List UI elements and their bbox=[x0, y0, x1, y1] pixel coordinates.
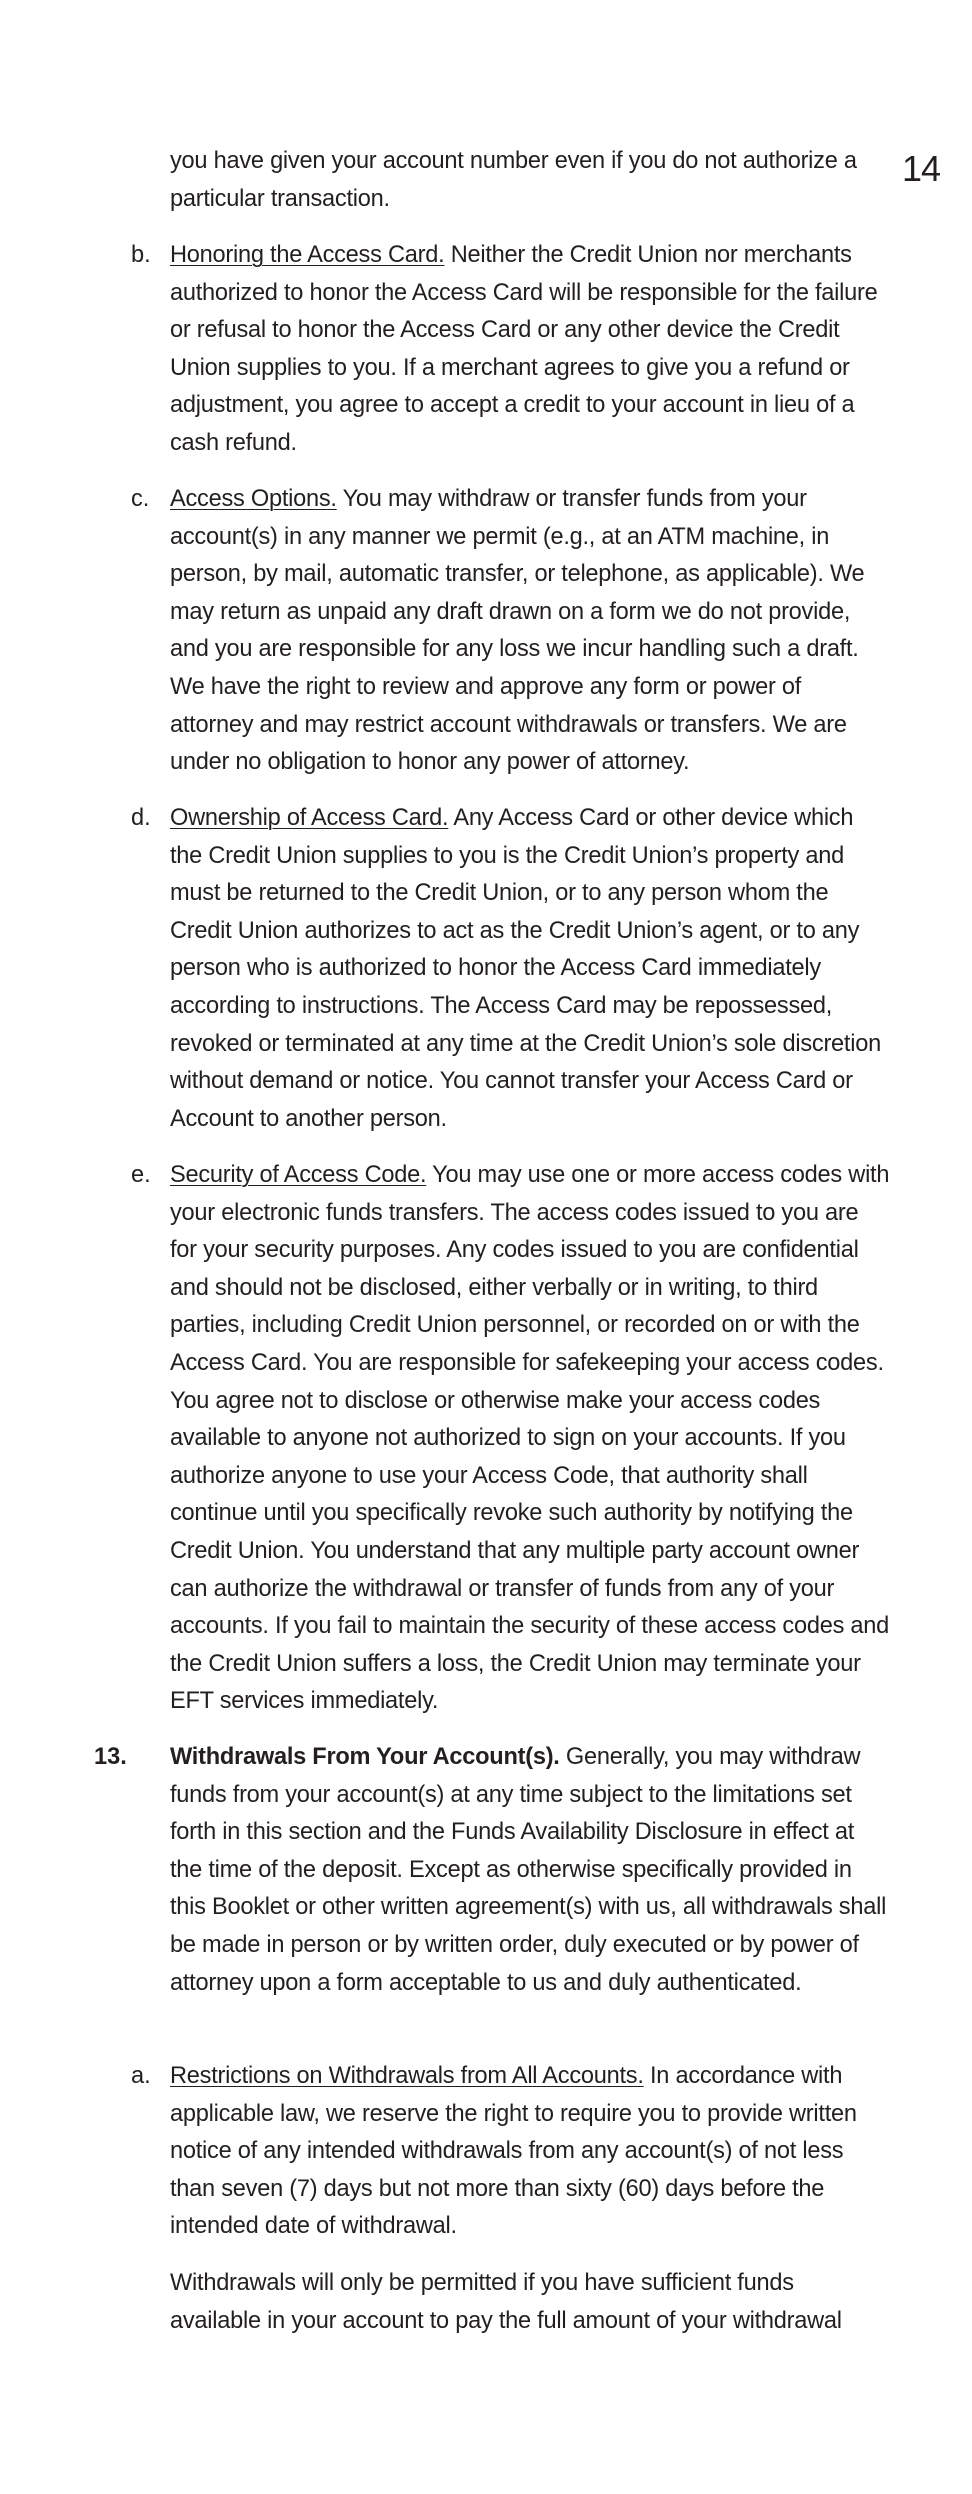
item-13a-heading: Restrictions on Withdrawals from All Accounts. bbox=[170, 2063, 644, 2089]
section-13-heading: Withdrawals From Your Account(s). bbox=[170, 1744, 560, 1770]
item-d-paragraph bbox=[170, 800, 890, 1138]
page-number: 14 bbox=[901, 148, 940, 189]
item-e-marker: e. bbox=[131, 1162, 151, 1188]
item-c-heading: Access Options. bbox=[170, 486, 337, 512]
item-d-body: Any Access Card or other device which the Credit Union supplies to you is the Credit Union’s property and must be returned to the Credit Union, or to any person whom the Credit Union authorizes to act as the Credit Union’s agent, or to any person who is authorized to honor the Access Card immediately according to instructions. The Access Card may be repossessed, revoked or terminated at any time at the Credit Union’s sole discretion without demand or notice. You cannot transfer your Access Card or Account to another person. bbox=[170, 805, 881, 1132]
item-b-body: Neither the Credit Union nor merchants authorized to honor the Access Card will be responsible for the failure or refusal to honor the Access Card or any other device the Credit Union supplies to you. If a merchant agrees to give you a refund or adjustment, you agree to accept a credit to your account in lieu of a cash refund. bbox=[170, 242, 878, 456]
section-13-paragraph bbox=[170, 1739, 890, 2002]
item-13a-paragraph bbox=[170, 2058, 890, 2246]
item-b-marker: b. bbox=[131, 242, 151, 268]
closing-paragraph: Withdrawals will only be permitted if you have sufficient funds available in your account to pay the full amount of your withdrawal bbox=[170, 2270, 842, 2334]
section-13-marker: 13. bbox=[94, 1744, 127, 1770]
item-c-paragraph bbox=[170, 481, 890, 782]
item-b-paragraph bbox=[170, 237, 890, 463]
intro-paragraph: you have given your account number even if you do not authorize a particular transaction. bbox=[170, 148, 857, 212]
item-e-heading: Security of Access Code. bbox=[170, 1162, 427, 1188]
item-b-heading: Honoring the Access Card. bbox=[170, 242, 445, 268]
item-d-heading: Ownership of Access Card. bbox=[170, 805, 449, 831]
item-13a-marker: a. bbox=[131, 2063, 151, 2089]
section-13-body: Generally, you may withdraw funds from your account(s) at any time subject to the limitations set forth in this section and the Funds Availability Disclosure in effect at the time of the deposit. Except as otherwise specifically provided in this Booklet or other written agreement(s) with us, all withdrawals shall be made in person or by written order, duly executed or by power of attorney upon a form acceptable to us and duly authenticated. bbox=[170, 1744, 887, 1996]
item-e-paragraph bbox=[170, 1157, 890, 1721]
item-c-body: You may withdraw or transfer funds from your account(s) in any manner we permit (e.g., at an ATM machine, in person, by mail, automatic transfer, or telephone, as applicable). We may return as unpaid any draft drawn on a form we do not provide, and you are responsible for any loss we incur handling such a draft. We have the right to review and approve any form or power of attorney and may restrict account withdrawals or transfers. We are under no obligation to honor any power of attorney. bbox=[170, 486, 865, 776]
item-c-marker: c. bbox=[131, 486, 150, 512]
item-13a-body: In accordance with applicable law, we reserve the right to require you to provide written notice of any intended withdrawals from any account(s) of not less than seven (7) days but not more than sixty (60) days before the intended date of withdrawal. bbox=[170, 2063, 857, 2240]
item-d-marker: d. bbox=[131, 805, 151, 831]
item-e-body: You may use one or more access codes with your electronic funds transfers. The access codes issued to you are for your security purposes. Any codes issued to you are confidential and should not be disclosed, either verbally or in writing, to third parties, including Credit Union personnel, or recorded on or with the Access Card. You are responsible for safekeeping your access codes. You agree not to disclose or otherwise make your access codes available to anyone not authorized to sign on your accounts. If you authorize anyone to use your Access Code, that authority shall continue until you specifically revoke such authority by notifying the Credit Union. You understand that any multiple party account owner can authorize the withdrawal or transfer of funds from any of your accounts. If you fail to maintain the security of these access codes and the Credit Union suffers a loss, the Credit Union may terminate your EFT services immediately. bbox=[170, 1162, 890, 1715]
